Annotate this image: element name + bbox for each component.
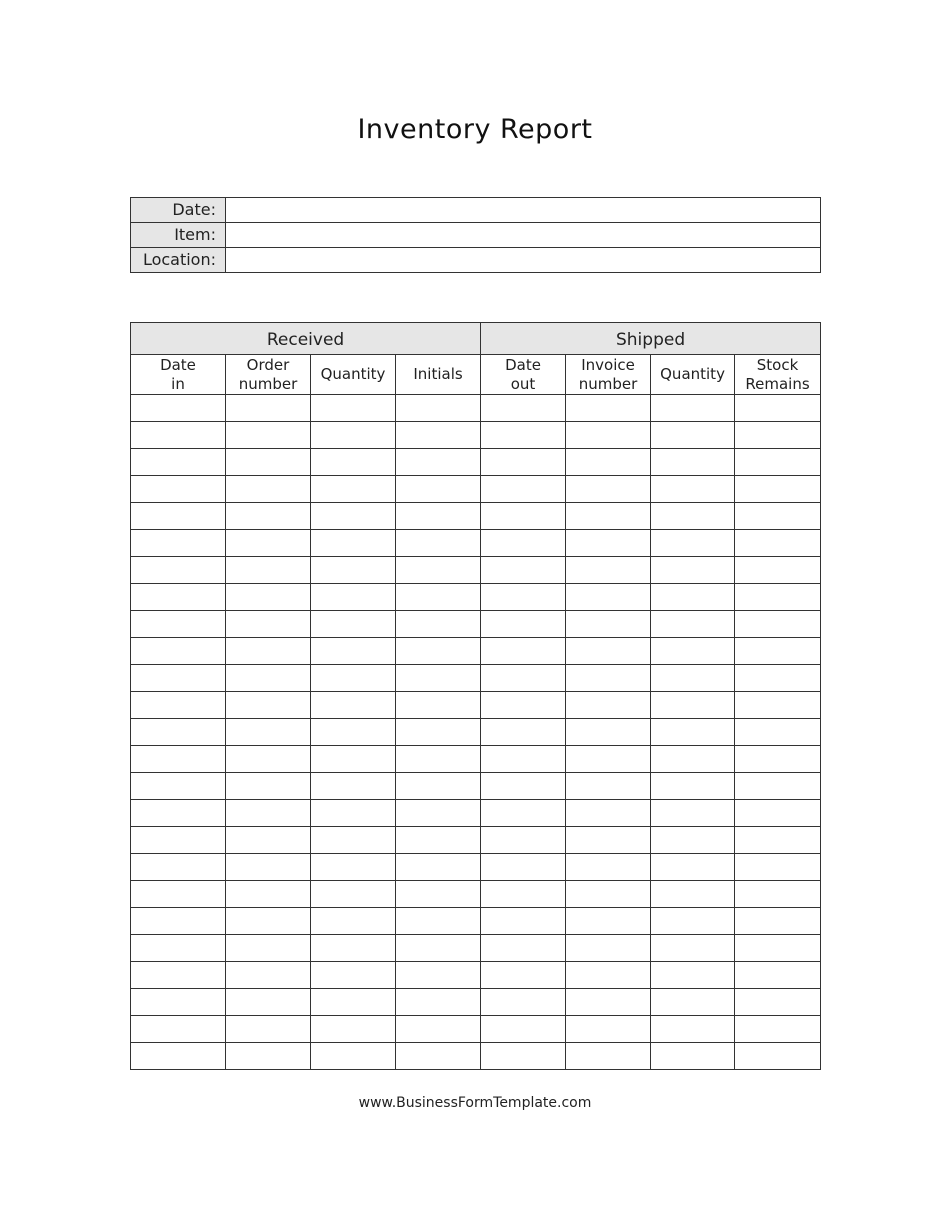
cell-date-in[interactable] [131, 395, 226, 422]
table-row [131, 584, 821, 611]
cell-initials[interactable] [396, 773, 481, 800]
cell-date-out[interactable] [481, 989, 566, 1016]
cell-stock-remains[interactable] [735, 692, 821, 719]
cell-shipped-quantity[interactable] [651, 692, 735, 719]
cell-stock-remains[interactable] [735, 665, 821, 692]
table-row [131, 800, 821, 827]
cell-date-in[interactable] [131, 449, 226, 476]
table-row [131, 773, 821, 800]
column-header-line: Date [160, 355, 196, 374]
cell-order-number[interactable] [226, 935, 311, 962]
cell-shipped-quantity[interactable] [651, 935, 735, 962]
column-header-initials [396, 355, 481, 395]
cell-date-out[interactable] [481, 476, 566, 503]
cell-initials[interactable] [396, 989, 481, 1016]
table-row [131, 665, 821, 692]
cell-invoice-number[interactable] [566, 773, 651, 800]
cell-date-in[interactable] [131, 719, 226, 746]
cell-shipped-quantity[interactable] [651, 557, 735, 584]
cell-order-number[interactable] [226, 530, 311, 557]
column-header-received-quantity [311, 355, 396, 395]
column-header-line: Invoice [581, 355, 635, 374]
cell-order-number[interactable] [226, 611, 311, 638]
table-row [131, 476, 821, 503]
cell-received-quantity[interactable] [311, 530, 396, 557]
location-label: Location: [131, 248, 226, 273]
cell-invoice-number[interactable] [566, 611, 651, 638]
table-row [131, 530, 821, 557]
cell-initials[interactable] [396, 1043, 481, 1070]
cell-stock-remains[interactable] [735, 611, 821, 638]
cell-invoice-number[interactable] [566, 692, 651, 719]
cell-stock-remains[interactable] [735, 1016, 821, 1043]
cell-shipped-quantity[interactable] [651, 665, 735, 692]
cell-received-quantity[interactable] [311, 962, 396, 989]
date-field[interactable] [226, 198, 821, 223]
cell-invoice-number[interactable] [566, 908, 651, 935]
cell-invoice-number[interactable] [566, 746, 651, 773]
cell-date-in[interactable] [131, 881, 226, 908]
cell-date-in[interactable] [131, 935, 226, 962]
cell-order-number[interactable] [226, 962, 311, 989]
cell-initials[interactable] [396, 881, 481, 908]
cell-invoice-number[interactable] [566, 719, 651, 746]
cell-stock-remains[interactable] [735, 773, 821, 800]
column-header-order-number [226, 355, 311, 395]
cell-order-number[interactable] [226, 557, 311, 584]
cell-date-out[interactable] [481, 557, 566, 584]
cell-invoice-number[interactable] [566, 800, 651, 827]
cell-invoice-number[interactable] [566, 530, 651, 557]
table-row [131, 395, 821, 422]
received-group-header: Received [131, 323, 481, 355]
info-row-location [131, 248, 821, 273]
cell-invoice-number[interactable] [566, 395, 651, 422]
column-header-shipped-quantity [651, 355, 735, 395]
table-row [131, 692, 821, 719]
cell-date-in[interactable] [131, 530, 226, 557]
column-header-stock-remains [735, 355, 821, 395]
cell-shipped-quantity[interactable] [651, 449, 735, 476]
cell-date-out[interactable] [481, 746, 566, 773]
cell-stock-remains[interactable] [735, 584, 821, 611]
cell-received-quantity[interactable] [311, 935, 396, 962]
cell-invoice-number[interactable] [566, 665, 651, 692]
cell-received-quantity[interactable] [311, 422, 396, 449]
cell-date-out[interactable] [481, 503, 566, 530]
cell-order-number[interactable] [226, 665, 311, 692]
cell-date-out[interactable] [481, 908, 566, 935]
cell-shipped-quantity[interactable] [651, 638, 735, 665]
cell-invoice-number[interactable] [566, 557, 651, 584]
cell-shipped-quantity[interactable] [651, 854, 735, 881]
table-row [131, 962, 821, 989]
table-row [131, 719, 821, 746]
cell-initials[interactable] [396, 800, 481, 827]
cell-stock-remains[interactable] [735, 449, 821, 476]
cell-invoice-number[interactable] [566, 638, 651, 665]
cell-date-out[interactable] [481, 962, 566, 989]
table-row [131, 1016, 821, 1043]
item-field[interactable] [226, 223, 821, 248]
cell-initials[interactable] [396, 395, 481, 422]
column-header-line: Date [505, 355, 541, 374]
column-header-line: Quantity [660, 365, 725, 383]
cell-shipped-quantity[interactable] [651, 773, 735, 800]
cell-date-in[interactable] [131, 557, 226, 584]
column-header-row [131, 355, 821, 395]
cell-initials[interactable] [396, 665, 481, 692]
group-header-row [131, 323, 821, 355]
cell-stock-remains[interactable] [735, 719, 821, 746]
cell-order-number[interactable] [226, 503, 311, 530]
footer-website: www.BusinessFormTemplate.com [358, 1095, 592, 1111]
location-field[interactable] [226, 248, 821, 273]
cell-invoice-number[interactable] [566, 449, 651, 476]
cell-initials[interactable] [396, 692, 481, 719]
cell-received-quantity[interactable] [311, 989, 396, 1016]
cell-date-in[interactable] [131, 1043, 226, 1070]
cell-stock-remains[interactable] [735, 881, 821, 908]
cell-invoice-number[interactable] [566, 476, 651, 503]
cell-invoice-number[interactable] [566, 827, 651, 854]
cell-shipped-quantity[interactable] [651, 584, 735, 611]
cell-date-in[interactable] [131, 1016, 226, 1043]
cell-initials[interactable] [396, 827, 481, 854]
cell-order-number[interactable] [226, 476, 311, 503]
shipped-group-header: Shipped [481, 323, 821, 355]
cell-date-out[interactable] [481, 449, 566, 476]
cell-invoice-number[interactable] [566, 854, 651, 881]
cell-stock-remains[interactable] [735, 746, 821, 773]
cell-initials[interactable] [396, 962, 481, 989]
table-row [131, 827, 821, 854]
cell-order-number[interactable] [226, 692, 311, 719]
cell-initials[interactable] [396, 449, 481, 476]
cell-date-in[interactable] [131, 746, 226, 773]
column-header-line: out [510, 374, 536, 393]
cell-shipped-quantity[interactable] [651, 908, 735, 935]
cell-order-number[interactable] [226, 449, 311, 476]
cell-initials[interactable] [396, 719, 481, 746]
cell-stock-remains[interactable] [735, 1043, 821, 1070]
cell-stock-remains[interactable] [735, 638, 821, 665]
cell-date-in[interactable] [131, 422, 226, 449]
cell-stock-remains[interactable] [735, 800, 821, 827]
cell-received-quantity[interactable] [311, 827, 396, 854]
cell-shipped-quantity[interactable] [651, 1016, 735, 1043]
cell-stock-remains[interactable] [735, 395, 821, 422]
cell-initials[interactable] [396, 908, 481, 935]
cell-shipped-quantity[interactable] [651, 530, 735, 557]
cell-shipped-quantity[interactable] [651, 395, 735, 422]
cell-date-out[interactable] [481, 800, 566, 827]
cell-date-in[interactable] [131, 584, 226, 611]
cell-received-quantity[interactable] [311, 449, 396, 476]
cell-order-number[interactable] [226, 989, 311, 1016]
cell-received-quantity[interactable] [311, 746, 396, 773]
cell-date-in[interactable] [131, 611, 226, 638]
cell-date-out[interactable] [481, 611, 566, 638]
cell-invoice-number[interactable] [566, 422, 651, 449]
cell-shipped-quantity[interactable] [651, 422, 735, 449]
cell-date-out[interactable] [481, 827, 566, 854]
cell-order-number[interactable] [226, 908, 311, 935]
inventory-body [131, 395, 821, 1070]
table-row [131, 503, 821, 530]
cell-date-in[interactable] [131, 854, 226, 881]
cell-date-in[interactable] [131, 908, 226, 935]
cell-date-out[interactable] [481, 530, 566, 557]
cell-date-out[interactable] [481, 935, 566, 962]
column-header-date-in [131, 355, 226, 395]
cell-stock-remains[interactable] [735, 989, 821, 1016]
inventory-table [130, 322, 821, 1070]
table-row [131, 989, 821, 1016]
cell-initials[interactable] [396, 503, 481, 530]
cell-received-quantity[interactable] [311, 611, 396, 638]
cell-date-in[interactable] [131, 989, 226, 1016]
table-row [131, 746, 821, 773]
cell-date-out[interactable] [481, 1043, 566, 1070]
cell-invoice-number[interactable] [566, 503, 651, 530]
table-row [131, 881, 821, 908]
cell-date-in[interactable] [131, 962, 226, 989]
cell-invoice-number[interactable] [566, 1016, 651, 1043]
cell-initials[interactable] [396, 584, 481, 611]
cell-received-quantity[interactable] [311, 800, 396, 827]
cell-received-quantity[interactable] [311, 773, 396, 800]
cell-order-number[interactable] [226, 881, 311, 908]
item-label: Item: [131, 223, 226, 248]
cell-order-number[interactable] [226, 422, 311, 449]
cell-initials[interactable] [396, 854, 481, 881]
cell-date-in[interactable] [131, 692, 226, 719]
cell-initials[interactable] [396, 611, 481, 638]
table-row [131, 854, 821, 881]
cell-received-quantity[interactable] [311, 1043, 396, 1070]
cell-date-in[interactable] [131, 827, 226, 854]
cell-shipped-quantity[interactable] [651, 800, 735, 827]
cell-stock-remains[interactable] [735, 854, 821, 881]
cell-order-number[interactable] [226, 395, 311, 422]
cell-date-in[interactable] [131, 773, 226, 800]
cell-invoice-number[interactable] [566, 584, 651, 611]
cell-initials[interactable] [396, 530, 481, 557]
cell-shipped-quantity[interactable] [651, 962, 735, 989]
cell-received-quantity[interactable] [311, 584, 396, 611]
cell-stock-remains[interactable] [735, 827, 821, 854]
cell-date-out[interactable] [481, 854, 566, 881]
cell-received-quantity[interactable] [311, 395, 396, 422]
cell-shipped-quantity[interactable] [651, 746, 735, 773]
table-row [131, 638, 821, 665]
cell-shipped-quantity[interactable] [651, 881, 735, 908]
cell-stock-remains[interactable] [735, 908, 821, 935]
cell-initials[interactable] [396, 935, 481, 962]
cell-stock-remains[interactable] [735, 557, 821, 584]
cell-date-out[interactable] [481, 638, 566, 665]
cell-invoice-number[interactable] [566, 1043, 651, 1070]
cell-invoice-number[interactable] [566, 962, 651, 989]
cell-invoice-number[interactable] [566, 989, 651, 1016]
table-row [131, 449, 821, 476]
table-row [131, 908, 821, 935]
cell-date-out[interactable] [481, 422, 566, 449]
cell-received-quantity[interactable] [311, 557, 396, 584]
cell-date-out[interactable] [481, 881, 566, 908]
cell-initials[interactable] [396, 638, 481, 665]
cell-initials[interactable] [396, 557, 481, 584]
cell-order-number[interactable] [226, 800, 311, 827]
cell-shipped-quantity[interactable] [651, 989, 735, 1016]
cell-shipped-quantity[interactable] [651, 719, 735, 746]
cell-invoice-number[interactable] [566, 935, 651, 962]
cell-order-number[interactable] [226, 719, 311, 746]
table-row [131, 557, 821, 584]
cell-date-in[interactable] [131, 476, 226, 503]
column-header-line: Remains [745, 374, 810, 393]
cell-date-in[interactable] [131, 503, 226, 530]
cell-initials[interactable] [396, 476, 481, 503]
table-row [131, 422, 821, 449]
cell-order-number[interactable] [226, 827, 311, 854]
cell-received-quantity[interactable] [311, 1016, 396, 1043]
cell-date-out[interactable] [481, 584, 566, 611]
cell-shipped-quantity[interactable] [651, 476, 735, 503]
cell-shipped-quantity[interactable] [651, 827, 735, 854]
column-header-line: number [578, 374, 638, 393]
cell-received-quantity[interactable] [311, 692, 396, 719]
cell-stock-remains[interactable] [735, 935, 821, 962]
cell-received-quantity[interactable] [311, 638, 396, 665]
cell-date-out[interactable] [481, 692, 566, 719]
cell-initials[interactable] [396, 1016, 481, 1043]
cell-date-out[interactable] [481, 1016, 566, 1043]
column-header-line: Stock [756, 355, 799, 374]
cell-received-quantity[interactable] [311, 476, 396, 503]
column-header-line: Order [246, 355, 290, 374]
cell-date-in[interactable] [131, 638, 226, 665]
page-title: Inventory Report [357, 114, 593, 145]
cell-received-quantity[interactable] [311, 854, 396, 881]
cell-received-quantity[interactable] [311, 719, 396, 746]
cell-order-number[interactable] [226, 638, 311, 665]
cell-date-out[interactable] [481, 665, 566, 692]
cell-received-quantity[interactable] [311, 503, 396, 530]
cell-stock-remains[interactable] [735, 503, 821, 530]
cell-stock-remains[interactable] [735, 422, 821, 449]
info-row-item [131, 223, 821, 248]
cell-received-quantity[interactable] [311, 665, 396, 692]
table-row [131, 1043, 821, 1070]
info-row-date [131, 198, 821, 223]
column-header-line: number [238, 374, 298, 393]
cell-shipped-quantity[interactable] [651, 503, 735, 530]
cell-date-in[interactable] [131, 800, 226, 827]
cell-stock-remains[interactable] [735, 530, 821, 557]
cell-received-quantity[interactable] [311, 908, 396, 935]
cell-order-number[interactable] [226, 1016, 311, 1043]
cell-order-number[interactable] [226, 1043, 311, 1070]
column-header-date-out [481, 355, 566, 395]
cell-stock-remains[interactable] [735, 962, 821, 989]
column-header-line: Quantity [320, 365, 386, 383]
cell-shipped-quantity[interactable] [651, 611, 735, 638]
column-header-line: Initials [413, 365, 463, 383]
cell-order-number[interactable] [226, 854, 311, 881]
cell-shipped-quantity[interactable] [651, 1043, 735, 1070]
cell-order-number[interactable] [226, 746, 311, 773]
table-row [131, 935, 821, 962]
column-header-invoice-number [566, 355, 651, 395]
date-label: Date: [131, 198, 226, 223]
cell-invoice-number[interactable] [566, 881, 651, 908]
cell-order-number[interactable] [226, 773, 311, 800]
cell-date-out[interactable] [481, 773, 566, 800]
cell-date-out[interactable] [481, 719, 566, 746]
column-header-line: in [171, 374, 185, 393]
cell-initials[interactable] [396, 746, 481, 773]
cell-order-number[interactable] [226, 584, 311, 611]
info-table [130, 197, 821, 273]
cell-date-in[interactable] [131, 665, 226, 692]
table-row [131, 611, 821, 638]
cell-received-quantity[interactable] [311, 881, 396, 908]
cell-date-out[interactable] [481, 395, 566, 422]
cell-stock-remains[interactable] [735, 476, 821, 503]
cell-initials[interactable] [396, 422, 481, 449]
